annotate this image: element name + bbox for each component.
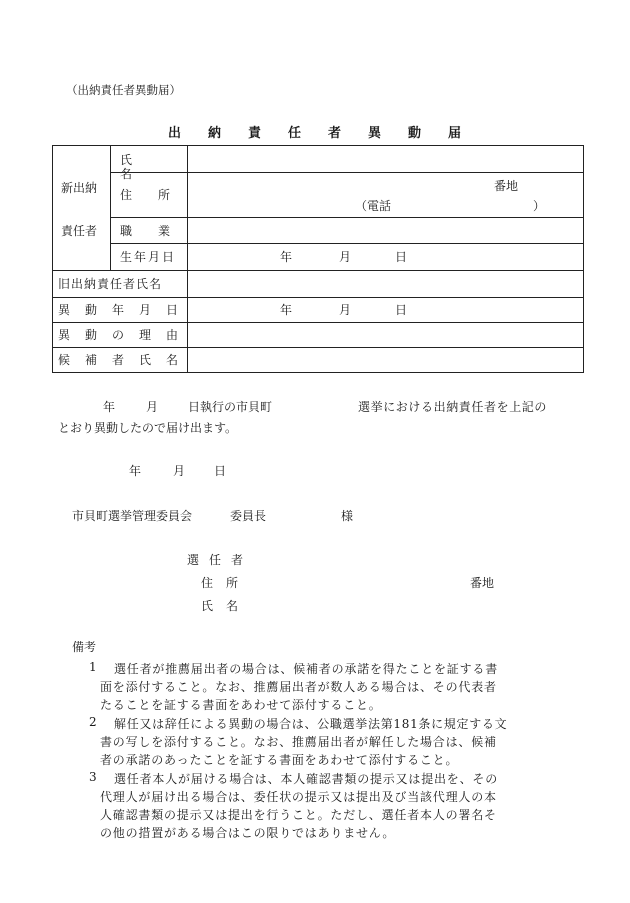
name-label-text: 氏名 [120,153,159,181]
name-field[interactable] [189,147,581,171]
addressee-committee: 市貝町選挙管理委員会 [72,509,193,523]
form-title: 出納責任者異動届 [168,126,489,141]
note-1-line-1: 選任者が推薦届出者の場合は、候補者の承諾を得たことを証する書 [114,662,499,676]
change-date-day: 日 [395,303,408,317]
note-2-line-2: 書の写しを添付すること。なお、推薦届出者が解任した場合は、候補 [100,735,497,749]
birthdate-day: 日 [395,250,408,264]
address-label: 住所 [120,188,197,202]
body-line1-part2: 選挙における出納責任者を上記の [358,400,548,414]
body-year: 年 [103,400,116,414]
new-treasurer-label-line1: 新出納 [61,181,98,195]
change-reason-label: 異動の理由 [58,328,194,342]
former-treasurer-field[interactable] [189,271,581,296]
note-1-number: 1 [89,660,97,674]
note-3-line-4: の他の措置がある場合はこの限りではありません。 [100,826,396,840]
submit-month: 月 [173,464,186,478]
candidate-name-label: 候補者氏名 [58,353,194,367]
note-1-line-2: 面を添付すること。なお、推薦届出者が数人ある場合は、その代表者 [100,680,497,694]
form-caption: （出納責任者異動届） [66,83,181,97]
former-treasurer-label: 旧出納責任者氏名 [58,277,163,291]
addressee-honorific: 様 [341,509,354,523]
change-date-month: 月 [339,303,352,317]
note-2-line-1: 解任又は辞任による異動の場合は、公職選挙法第181条に規定する文 [114,717,508,731]
new-treasurer-label-line2: 責任者 [61,224,98,238]
birthdate-month: 月 [339,250,352,264]
notes-heading: 備考 [72,640,97,654]
address-phone-open: （電話 [355,199,392,213]
note-3-line-1: 選任者本人が届ける場合は、本人確認書類の提示又は提出を、その [114,772,499,786]
note-3-line-2: 代理人が届け出る場合は、委任状の提示又は提出及び当該代理人の本 [100,790,497,804]
candidate-name-field[interactable] [189,348,581,371]
body-month: 月 [146,400,159,414]
note-2-line-3: 者の承諾のあったことを証する書面をあわせて添付すること。 [100,753,459,767]
occupation-field[interactable] [189,218,581,242]
birthdate-label: 生年月日 [120,250,177,264]
body-line1-part1: 日執行の市貝町 [188,400,273,414]
change-date-year: 年 [280,303,293,317]
address-phone-close: ） [533,199,546,213]
addressee-chair: 委員長 [230,509,267,523]
occupation-label: 職業 [120,224,197,238]
submitter-address-label: 住所 [201,576,252,590]
form-table [52,145,584,373]
birthdate-year: 年 [280,250,293,264]
name-label [120,153,176,181]
note-2-number: 2 [89,715,97,729]
body-line2: とおり異動したので届け出ます。 [58,421,238,435]
change-reason-field[interactable] [189,323,581,346]
note-3-line-3: 人確認書類の提示又は提出を行うこと。ただし、選任者本人の署名そ [100,808,497,822]
note-3-number: 3 [89,770,97,784]
address-banchi: 番地 [494,179,519,193]
submitter-title: 選任者 [187,553,254,567]
submitter-name-label: 氏名 [201,599,252,613]
submit-year: 年 [129,464,142,478]
change-date-label: 異動年月日 [58,303,194,317]
submitter-banchi: 番地 [470,576,495,590]
note-1-line-3: たることを証する書面をあわせて添付すること。 [100,698,382,712]
submit-day: 日 [214,464,227,478]
